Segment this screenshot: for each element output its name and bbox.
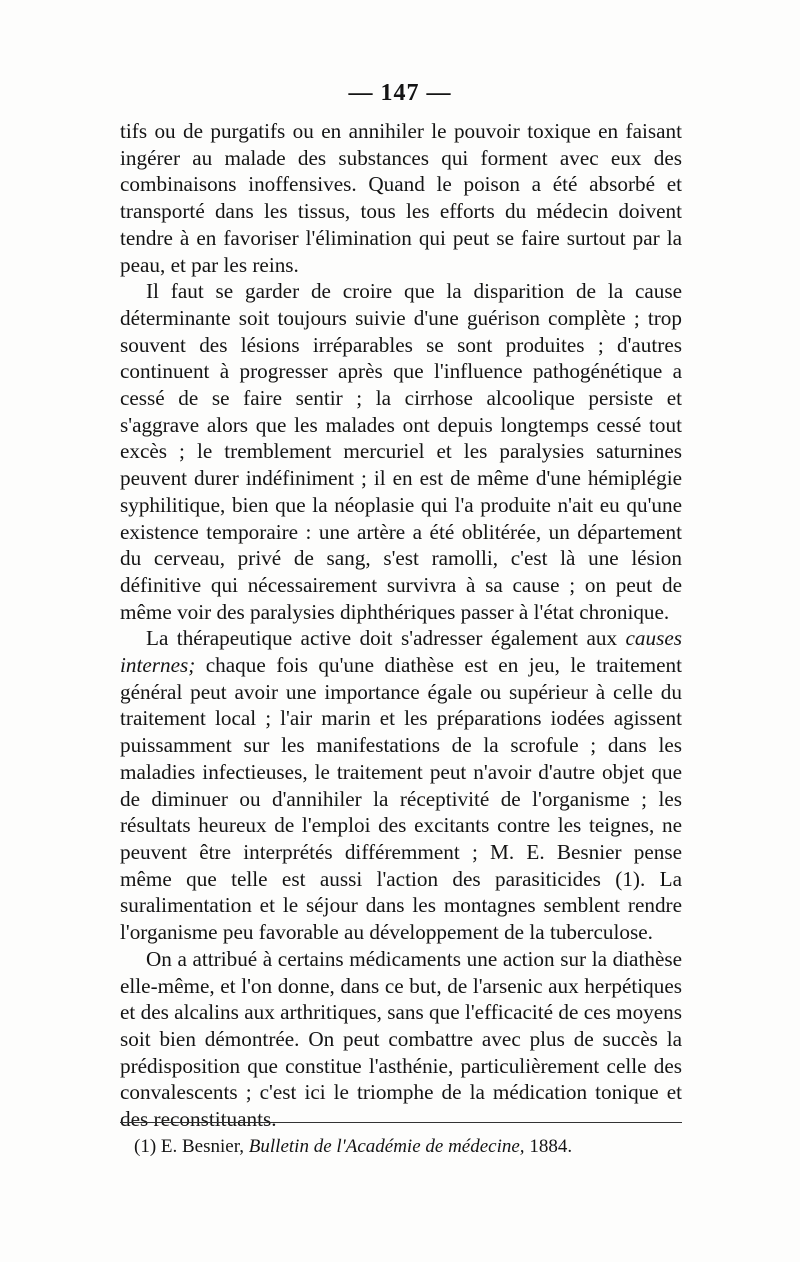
footnote-journal-title: Bulletin de l'Académie de médecine, xyxy=(248,1136,525,1157)
footnote-year: 1884. xyxy=(524,1136,573,1157)
footnote-ref: (1) E. Besnier, xyxy=(134,1136,249,1157)
paragraph-3-emphasis: causes internes; xyxy=(120,626,682,678)
page-number: — 147 — xyxy=(348,80,452,106)
paragraph-4: On a attribué à certains médicaments une action sur la diathèse elle-même, et l'on donne, dans ce but, de l'arsenic aux herpétiques et des alcalins aux arthritiques, sans que l'efficacité de ces moyens soit bien démontrée. On peut combattre avec plus de succès la prédisposition que constitue l'asthénie, particulièrement celle des convalescents ; c'est ici le triomphe de la médication tonique et des reconstituants. xyxy=(120,946,682,1132)
paragraph-1: tifs ou de purgatifs ou en annihiler le pouvoir toxique en faisant ingérer au malade des substances qui forment avec eux des combinaisons inoffensives. Quand le poison a été absorbé et transporté dans les tissus, tous les efforts du médecin doivent tendre à en favoriser l'élimination qui peut se faire surtout par la peau, et par les reins. xyxy=(120,119,682,277)
paragraph-3-rest: chaque fois qu'une diathèse est en jeu, le traitement général peut avoir une importance égale ou supérieur à celle du traitement local ; l'air marin et les préparations iodées agissent puissamment sur les manifestations de la scrofule ; dans les maladies infectieuses, le traitement peut n'avoir d'autre objet que de diminuer ou d'annihiler la réceptivité de l'organisme ; les résultats heureux de l'emploi des excitants contre les teignes, ne peuvent être interprétés différemment ; M. E. Besnier pense même que telle est aussi l'action des parasiticides (1). La suralimentation et le séjour dans les montagnes semblent rendre l'organisme peu favorable au développement de la tuberculose. xyxy=(120,653,682,945)
paragraph-2: Il faut se garder de croire que la disparition de la cause déterminante soit toujours suivie d'une guérison complète ; trop souvent des lésions irréparables se sont produites ; d'autres continuent à progresser après que l'influence pathogénétique a cessé de se faire sentir ; la cirrhose alcoolique persiste et s'aggrave alors que les malades ont depuis longtemps cessé tout excès ; le tremblement mercuriel et les paralysies saturnines peuvent durer indéfiniment ; il en est de même d'une hémiplégie syphilitique, bien que la néoplasie qui l'a produite n'ait eu qu'une existence temporaire : une artère a été oblitérée, un département du cerveau, privé de sang, s'est ramolli, c'est là une lésion définitive qui nécessairement survivra à sa cause ; on peut de même voir des paralysies diphthériques passer à l'état chronique. xyxy=(120,279,682,624)
paragraph-3 xyxy=(120,625,682,945)
body-text xyxy=(120,118,682,1133)
footnote xyxy=(134,1135,682,1159)
paragraph-3-start: La thérapeutique active doit s'adresser également aux xyxy=(146,626,626,651)
footnote-divider xyxy=(120,1122,682,1123)
